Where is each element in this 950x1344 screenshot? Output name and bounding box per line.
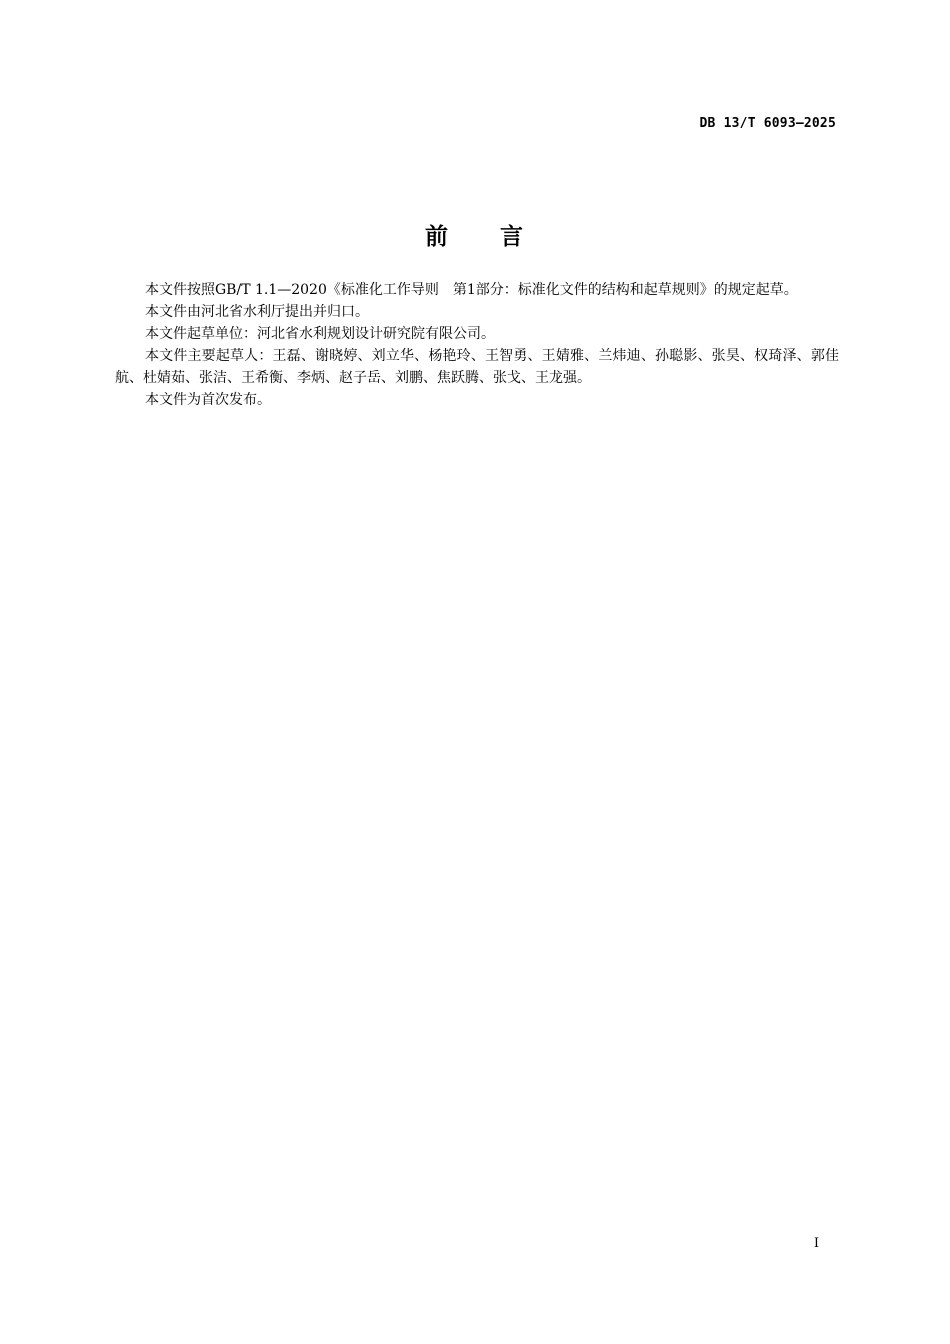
title-char-2: 言 xyxy=(500,224,525,250)
section-title xyxy=(0,218,950,251)
title-char-1: 前 xyxy=(425,224,450,250)
page-number: I xyxy=(813,1236,819,1251)
standard-number: DB 13/T 6093—2025 xyxy=(699,116,836,131)
foreword-body xyxy=(115,279,839,411)
paragraph-drafters: 本文件主要起草人：王磊、谢晓婷、刘立华、杨艳玲、王智勇、王婧雅、兰炜迪、孙聪影、张昊、权琦泽、郭佳航、杜婧茹、张洁、王希衡、李炳、赵子岳、刘鹏、焦跃腾、张戈、王龙强。 xyxy=(115,348,839,386)
paragraph-proposer: 本文件由河北省水利厅提出并归口。 xyxy=(145,304,369,320)
paragraph-first-release: 本文件为首次发布。 xyxy=(145,392,271,408)
paragraph-drafting-unit: 本文件起草单位：河北省水利规划设计研究院有限公司。 xyxy=(145,326,495,342)
paragraph-drafting-rules: 本文件按照GB/T 1.1—2020《标准化工作导则 第1部分：标准化文件的结构和起草规则》的规定起草。 xyxy=(145,282,798,298)
